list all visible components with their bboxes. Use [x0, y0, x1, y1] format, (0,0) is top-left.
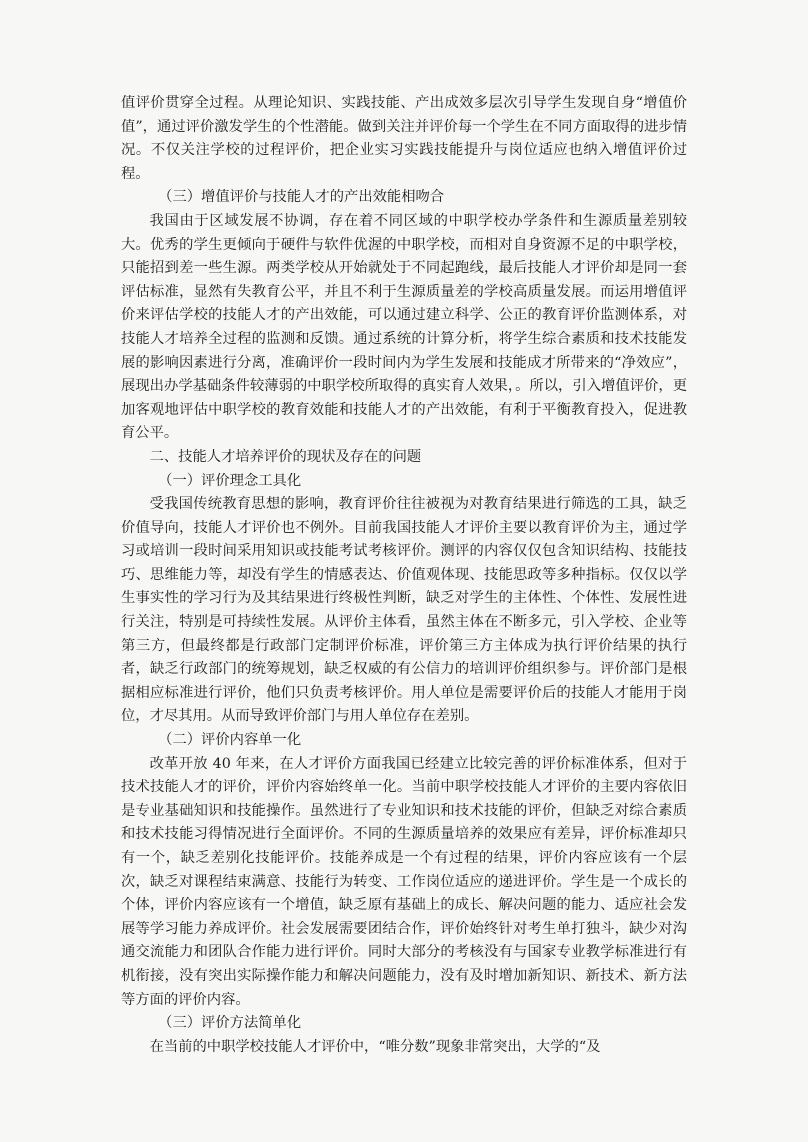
paragraph-2-3: 在当前的中职学校技能人才评价中，“唯分数”现象非常突出，大学的“及: [149, 1038, 601, 1055]
subsection-heading-2-3: （三）评价方法简单化: [158, 1015, 302, 1032]
document-body: [121, 92, 687, 1059]
paragraph-2-1: 受我国传统教育思想的影响，教育评价往往被视为对教育结果进行筛选的工具，缺乏价值导向，技能人才评价也不例外。目前我国技能人才评价主要以教育评价为主，通过学习或培训一段时间采用知识或技能考试考核评价。测评的内容仅仅包含知识结构、技能技巧、思维能力等，却没有学生的情感表达、价值观体现、技能思政等多种指标。仅仅以学生事实性的学习行为及其结果进行终极性判断，缺乏对学生的主体性、个体性、发展性进行关注，特别是可持续性发展。从评价主体看，虽然主体在不断多元，引入学校、企业等第三方，但最终都是行政部门定制评价标准，评价第三方主体成为执行评价结果的执行者，缺乏行政部门的统筹规划，缺乏权威的有公信力的培训评价组织参与。评价部门是根据相应标准进行评价，他们只负责考核评价。用人单位是需要评价后的技能人才能用于岗位，才尽其用。从而导致评价部门与用人单位存在差别。: [121, 496, 687, 725]
paragraph-2-2: 改革开放 40 年来，在人才评价方面我国已经建立比较完善的评价标准体系，但对于技术技能人才的评价，评价内容始终单一化。当前中职学校技能人才评价的主要内容依旧是专业基础知识和技能操作。虽然进行了专业知识和技术技能的评价，但缺乏对综合素质和技术技能习得情况进行全面评价。不同的生源质量培养的效果应有差异，评价标准却只有一个，缺乏差别化技能评价。技能养成是一个有过程的结果，评价内容应该有一个层次，缺乏对课程结束满意、技能行为转变、工作岗位适应的递进评价。学生是一个成长的个体，评价内容应该有一个增值，缺乏原有基础上的成长、解决问题的能力、适应社会发展等学习能力养成评价。社会发展需要团结合作，评价始终针对考生单打独斗，缺少对沟通交流能力和团队合作能力进行评价。同时大部分的考核没有与国家专业教学标准进行有机衔接，没有突出实际操作能力和解决问题能力，没有及时增加新知识、新技术、新方法等方面的评价内容。: [121, 755, 687, 1008]
subsection-heading-2-2: （二）评价内容单一化: [158, 732, 302, 749]
paragraph-1-3: 我国由于区域发展不协调，存在着不同区域的中职学校办学条件和生源质量差别较大。优秀的学生更倾向于硬件与软件优渥的中职学校，而相对自身资源不足的中职学校，只能招到差一些生源。两类学校从开始就处于不同起跑线，最后技能人才评价却是同一套评估标准，显然有失教育公平，并且不利于生源质量差的学校高质量发展。而运用增值评价来评估学校的技能人才的产出效能，可以通过建立科学、公正的教育评价监测体系，对技能人才培养全过程的监测和反馈。通过系统的计算分析，将学生综合素质和技术技能发展的影响因素进行分离，准确评价一段时间内为学生发展和技能成才所带来的“净效应”，展现出办学基础条件较薄弱的中职学校所取得的真实育人效果，。所以，引入增值评价，更加客观地评估中职学校的教育效能和技能人才的产出效能，有利于平衡教育投入，促进教育公平。: [121, 212, 687, 442]
subsection-heading-1-3: （三）增值评价与技能人才的产出效能相吻合: [158, 189, 445, 206]
subsection-heading-2-1: （一）评价理念工具化: [158, 472, 302, 489]
section-heading-2: 二、技能人才培养评价的现状及存在的问题: [149, 448, 422, 465]
opening-paragraph: 值评价贯穿全过程。从理论知识、实践技能、产出成效多层次引导学生发现自身“增值价值”，通过评价激发学生的个性潜能。做到关注并评价每一个学生在不同方面取得的进步情况。不仅关注学校的过程评价，把企业实习实践技能提升与岗位适应也纳入增值评价过程。: [121, 95, 687, 182]
